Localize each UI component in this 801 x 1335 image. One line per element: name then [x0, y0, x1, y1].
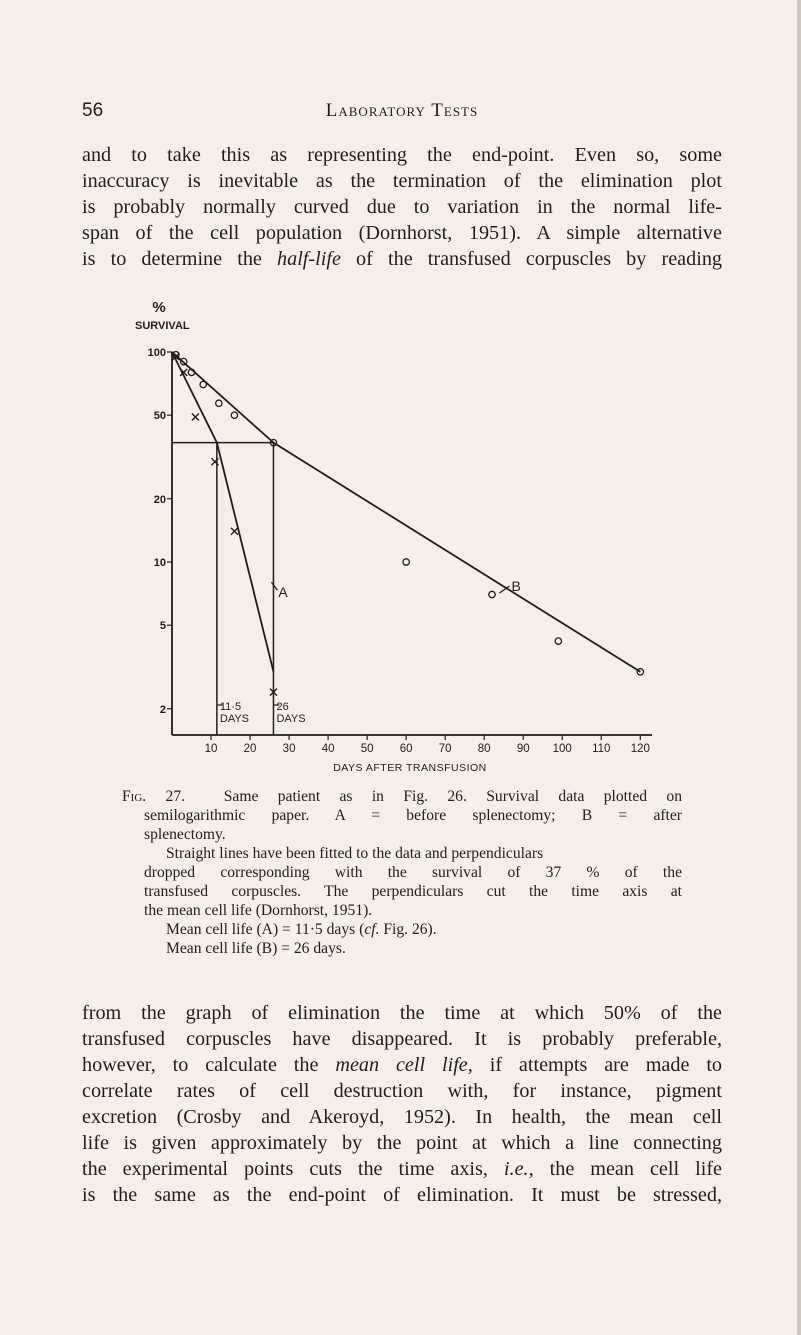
series-leader-line	[271, 582, 277, 590]
text-line: transfused corpuscles have disappeared. It is probably preferable,	[82, 1028, 722, 1050]
x-tick-label: 100	[552, 743, 572, 755]
x-tick-label: 40	[321, 743, 335, 755]
caption-line: the mean cell life (Dornhorst, 1951).	[144, 902, 373, 919]
x-tick-label: 30	[282, 743, 296, 755]
figure-label: Fig. 27.	[122, 788, 186, 805]
caption-line	[122, 787, 682, 806]
x-axis-label: DAYS AFTER TRANSFUSION	[333, 762, 487, 774]
paragraph-bottom	[82, 1000, 722, 1208]
caption-line: Straight lines have been fitted to the data and perpendiculars	[166, 845, 544, 862]
x-tick-label: 70	[438, 743, 452, 755]
text-run: however, to calculate the	[82, 1054, 336, 1076]
italic-term: mean cell life,	[335, 1054, 473, 1076]
annotation-label-unit: DAYS	[276, 713, 306, 725]
data-point-b	[216, 400, 222, 406]
x-tick-label: 120	[630, 743, 650, 755]
italic-term: i.e.,	[503, 1158, 534, 1180]
figure-caption	[122, 787, 682, 958]
text-run: Mean cell life (A) = 11·5 days (	[166, 921, 365, 938]
data-point-b	[403, 559, 409, 565]
y-tick-label: 100	[147, 347, 166, 359]
caption-line: dropped corresponding with the survival of 37 % of the	[144, 864, 682, 881]
text-line: excretion (Crosby and Akeroyd, 1952). In health, the mean cell	[82, 1106, 722, 1128]
x-tick-label: 50	[360, 743, 374, 755]
text-run: if attempts are made to	[472, 1054, 723, 1076]
annotation-label-unit: DAYS	[219, 713, 250, 725]
page-number: 56	[82, 100, 104, 121]
running-title: Laboratory Tests	[325, 100, 479, 121]
y-tick-label: 5	[159, 620, 166, 633]
data-point-b	[489, 591, 495, 597]
caption-line: splenectomy.	[144, 826, 226, 843]
data-point-b	[555, 638, 561, 644]
y-tick-label: 10	[153, 556, 166, 569]
text-run: is to determine the	[82, 248, 278, 270]
y-tick-label: 50	[153, 410, 166, 423]
text-line: correlate rates of cell destruction with, for instance, pigment	[82, 1080, 722, 1102]
text-line: and to take this as representing the end-point. Even so, some	[82, 144, 722, 166]
text-line	[82, 1156, 722, 1182]
x-tick-label: 10	[204, 743, 218, 755]
text-line: from the graph of elimination the time at which 50% of the	[82, 1002, 722, 1024]
text-line: span of the cell population (Dornhorst, 1951). A simple alternative	[82, 222, 722, 244]
text-line: is probably normally curved due to variation in the normal life-	[82, 196, 722, 218]
data-point-b	[200, 381, 206, 387]
text-run: the mean cell life	[533, 1158, 722, 1180]
x-tick-label: 90	[516, 743, 530, 755]
text-line: is the same as the end-point of elimination. It must be stressed,	[82, 1184, 722, 1206]
x-tick-label: 60	[399, 743, 413, 755]
fit-line-b	[172, 352, 640, 672]
series-label-b: B	[511, 578, 521, 595]
text-line: life is given approximately by the point at which a line connecting	[82, 1132, 722, 1154]
data-point-a	[231, 528, 238, 535]
text-run: the experimental points cuts the time axis,	[82, 1158, 488, 1180]
data-point-b	[231, 412, 237, 418]
x-tick-label: 110	[592, 743, 611, 755]
text-run: of the transfused corpuscles by reading	[340, 248, 723, 270]
caption-line: Mean cell life (B) = 26 days.	[166, 940, 346, 957]
y-axis-label: SURVIVAL	[135, 320, 190, 332]
y-axis-label-percent: %	[152, 299, 166, 316]
caption-line: semilogarithmic paper. A = before splenectomy; B = after	[144, 807, 682, 824]
y-tick-label: 2	[159, 703, 166, 716]
text-line	[82, 1052, 722, 1078]
data-point-a	[192, 414, 199, 421]
annotation-label-value: 11·5	[219, 701, 242, 713]
y-tick-label: 20	[153, 493, 166, 506]
annotation-label-value: 26	[276, 701, 289, 713]
caption-line	[122, 920, 682, 939]
text-line: inaccuracy is inevitable as the termination of the elimination plot	[82, 170, 722, 192]
caption-line: transfused corpuscles. The perpendiculars cut the time axis at	[144, 883, 682, 900]
text-run: Fig. 26).	[379, 921, 437, 938]
italic-term: half-life	[277, 248, 341, 270]
series-label-a: A	[278, 584, 288, 601]
italic-term: cf.	[364, 921, 380, 938]
fit-line-a	[172, 352, 274, 672]
x-tick-label: 80	[477, 743, 491, 755]
text-run: Same patient as in Fig. 26. Survival data plotted on	[223, 788, 682, 805]
x-tick-label: 20	[243, 743, 257, 755]
